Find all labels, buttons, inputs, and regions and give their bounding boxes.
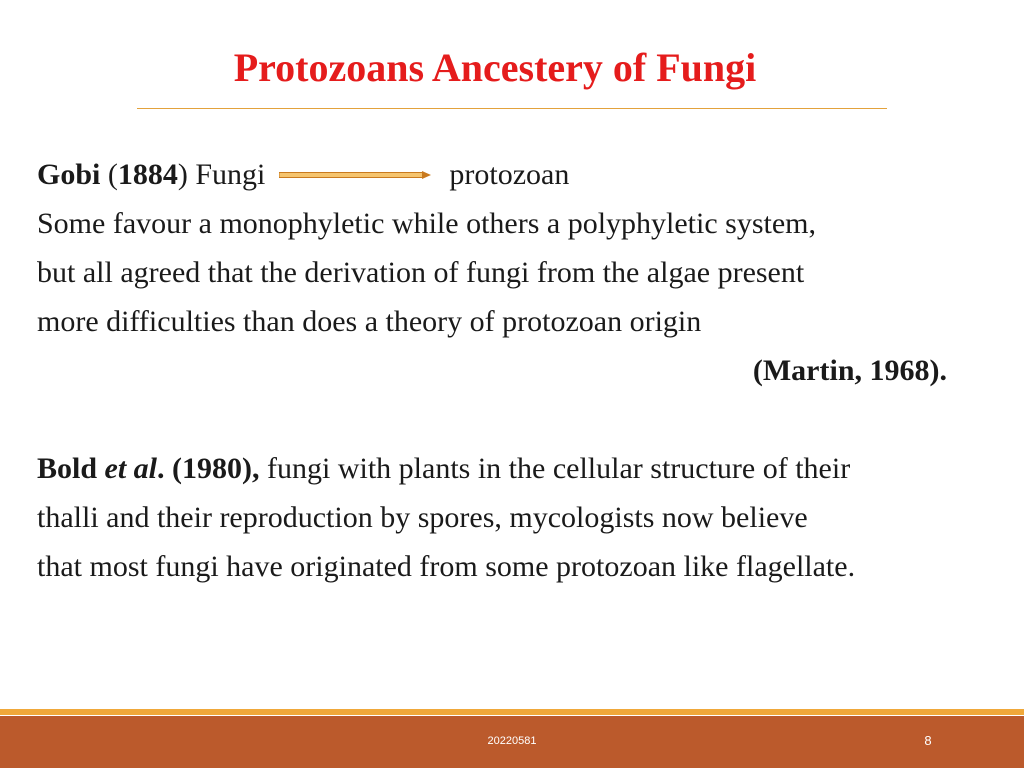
footer-date: 20220581	[487, 735, 537, 747]
body-line: but all agreed that the derivation of fungi from the algae present	[37, 256, 805, 289]
martin-citation: (Martin, 1968).	[752, 354, 947, 387]
gobi-line	[37, 150, 997, 199]
page-number: 8	[924, 733, 932, 748]
right-arrow-icon	[279, 171, 431, 179]
body-line: thalli and their reproduction by spores, mycologists now believe	[37, 501, 808, 534]
body-line: more difficulties than does a theory of protozoan origin	[37, 305, 702, 338]
gobi-from: Fungi	[187, 158, 266, 191]
bold-line	[37, 444, 997, 493]
gobi-year: 1884	[117, 158, 178, 191]
slide-body	[37, 150, 997, 591]
footer-stripe	[0, 709, 1024, 715]
bold-etal: et al	[104, 452, 158, 485]
slide-title: Protozoans Ancestery of Fungi	[233, 45, 757, 90]
gobi-author: Gobi	[37, 158, 101, 191]
body-line: Some favour a monophyletic while others a polyphyletic system,	[37, 207, 817, 240]
title-divider	[137, 108, 887, 109]
gobi-year-open: (	[100, 158, 118, 191]
spacer	[37, 395, 997, 444]
citation-line	[37, 346, 997, 395]
body-line: that most fungi have originated from some protozoan like flagellate.	[37, 550, 856, 583]
bold-year: . (1980),	[157, 452, 260, 485]
gobi-year-close: )	[177, 158, 188, 191]
gobi-to: protozoan	[449, 158, 570, 191]
bold-line-rest: fungi with plants in the cellular structure of their	[259, 452, 851, 485]
bold-author: Bold	[37, 452, 105, 485]
